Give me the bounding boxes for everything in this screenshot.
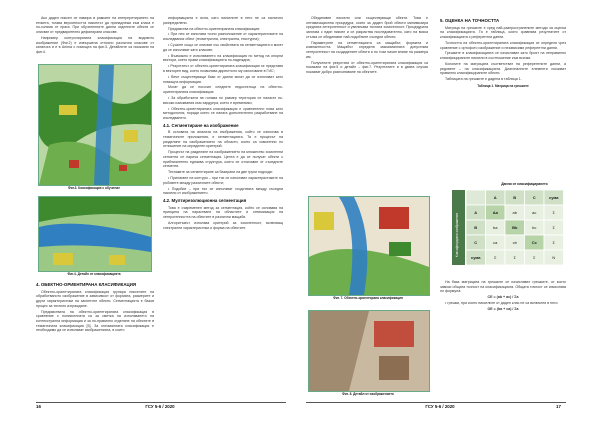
figure-image-detail bbox=[308, 310, 430, 392]
paragraph: Грешките в класификацията се изчисляват като броят на неправилно класифицираните пиксели в съотношение към всички. bbox=[440, 51, 566, 61]
table-cell-value: ab bbox=[512, 210, 517, 215]
detail-map-image bbox=[39, 197, 151, 271]
table-cell-value: ac bbox=[532, 210, 537, 215]
right-column-2-bottom bbox=[440, 280, 566, 313]
list-item: • Прилагане на контури – при тях се използват характеристиките на ръбовете между различните обекти; bbox=[163, 176, 283, 185]
figure-supervised-classification bbox=[38, 64, 152, 186]
paragraph: Могат да се посочат следните недостатъци на обектно-ориентираната класификация: bbox=[163, 85, 283, 95]
section-heading: 4. ОБЕКТНО-ОРИЕНТИРАНА КЛАСИФИКАЦИЯ bbox=[36, 282, 137, 287]
section-heading: 4.1. Сегментиране на изображение bbox=[163, 122, 239, 128]
paragraph: Матрица на грешките е сред най-разпространените методи за оценка на класификацията. Тя е таблица, която сравнява резултатите от класификацията с референтни данни. bbox=[440, 25, 566, 39]
table-cell-value: сума bbox=[470, 255, 481, 260]
figure-classification-detail bbox=[38, 196, 152, 272]
paragraph: Колоните на матрицата съответстват на референтните данни, а редовете – на класификацията. Диагоналните елементи показват правилно класифицираните обекти. bbox=[440, 61, 566, 76]
object-classification-image bbox=[309, 197, 429, 295]
table-cell-value: bc bbox=[532, 225, 537, 230]
right-column-2 bbox=[440, 16, 566, 88]
error-matrix-table bbox=[452, 178, 564, 270]
table-header-label: B bbox=[513, 195, 517, 200]
table-header-cell bbox=[466, 190, 486, 205]
figure-caption: Фиг. 7. Обектно-ориентирана класификация bbox=[333, 296, 403, 300]
table-cell-value: Σ bbox=[533, 255, 536, 260]
list-item: • За обработката на голяма по размер територия се налагат по-високи изисквания към хардуера, което е времеемко; bbox=[163, 96, 283, 105]
paragraph: Процесът на разделяне на изображението на множество хомогенни сегменти се нарича сегментация. Целта е да се получат обекти с приблизително еднаква структура, които се отличават от съседните сегменти. bbox=[163, 150, 283, 169]
table-header-label: C bbox=[532, 195, 536, 200]
page-number: 16 bbox=[36, 404, 41, 409]
paragraph: Таблицата на грешките е дадена в таблица 1. bbox=[445, 77, 522, 82]
paragraph: Това е съвременен метод за сегментация, който се основава на принципа на нарастване на областите и оптимизация на хетерогенността на обектите в различни мащаби. bbox=[163, 205, 283, 220]
right-column-1-top bbox=[306, 16, 428, 76]
figure-object-classification bbox=[308, 196, 430, 296]
paragraph: Обединяват пиксели или съществуващи обекти. Това е оптимизационна процедура, която за даден брой обекти минимизира средната хетерогенност и увеличава тяхната хомогенност. Процедурата започва с един пиксел и се разраства последователно, като на всяка стъпка се обединяват най-подобните съседни обекти. bbox=[306, 16, 428, 39]
page-number: 17 bbox=[556, 404, 561, 409]
paragraph: Точността на обектно-ориентираната класификация се определя чрез сравнение с ортофото изображение и независими референтни данни. bbox=[440, 40, 566, 50]
left-column-1-top bbox=[36, 16, 154, 56]
paragraph: Алгоритъмът използва критерий за хомогенност, включващ спектрални характеристики и форма на обектите. bbox=[163, 220, 283, 230]
list-item: • Обектно-ориентираната класификация е сравнително нова като методология, поради което се налага допълнително разработване на изследването. bbox=[163, 106, 283, 121]
paragraph: Техниките за сегментиране са базирани на две групи подходи: bbox=[168, 170, 273, 175]
formula: CE = (ab + ac) / Σa bbox=[487, 295, 519, 300]
list-item: • При нея се използва точно разположение от характеристиките на изследвания обект (геометрична, спектрална, текстурна); bbox=[163, 32, 283, 42]
list-item: • Вече съществуващи бази от данни могат да се използват като помощна информация. bbox=[163, 74, 283, 84]
table-cell-value: B bbox=[474, 225, 478, 230]
table-cell-value: Aa bbox=[492, 210, 498, 215]
table-cell-value: ba bbox=[493, 225, 498, 230]
table-cell-value: Σ bbox=[552, 210, 555, 215]
paragraph: Обектно-ориентираната класификация групира пикселите на обработваното изображение в зависимост от формата, размерите и други характеристики на заснетите обекти. Сегментацията е базов процес за тяхното изграждане. bbox=[36, 289, 154, 308]
table-cell-value: cb bbox=[512, 240, 517, 245]
footer-rule bbox=[306, 402, 566, 403]
error-matrix-graphic bbox=[452, 178, 564, 270]
table-caption: Таблица 1. Матрица на грешките bbox=[477, 83, 529, 88]
list-item: • Подобие – при тях се използват сходствата между съседни пиксели от изображението. bbox=[163, 186, 283, 196]
table-top-header: Данни от класифицирането bbox=[501, 182, 548, 186]
table-cell-value: C bbox=[474, 240, 478, 245]
list-item: • Резултатът от обектно-ориентираната класификация се представя в векторен вид, което позволява директното му използване в ГИС; bbox=[163, 64, 283, 73]
table-cell-value: ca bbox=[493, 240, 498, 245]
journal-footer: ГСУ 5-6 / 2020 bbox=[425, 404, 455, 409]
image-detail bbox=[309, 311, 429, 391]
paragraph: Получените резултати от обектно-ориентираната класификация са показани на фиг.5 и детайл – фиг.7. Резултатите и в двата случая показват добро разпознаване на обектите. bbox=[306, 60, 428, 75]
table-header-label: сума bbox=[548, 195, 559, 200]
figure-caption: Фиг.4. Детайл от класификацията bbox=[67, 272, 121, 276]
paragraph: Предимства на обектно-ориентираната класификация: bbox=[168, 26, 261, 31]
left-column-1-bottom bbox=[36, 280, 154, 334]
table-cell-value: N bbox=[552, 255, 556, 260]
paragraph: Ако даден пиксел се намира в рамките на интерпретирането на етикета, тогава вероятността пикселът да принадлежи към класа е по-голяма от прага. При обучителните данни отделните обекти се описват от предварително дефинирани класове. bbox=[36, 16, 154, 35]
table-cell-value: Σ bbox=[494, 255, 497, 260]
paragraph: Например контролираната класификация на видовото изображение (Фиг.2) е извършена относно различни класове от каталога и е в Anima с помощта на фиг.3. Детайлите са показани на фиг.4. bbox=[36, 36, 154, 55]
table-cell-value: Σ bbox=[552, 225, 555, 230]
classification-map-image bbox=[39, 65, 151, 185]
left-column-2 bbox=[163, 16, 283, 232]
figure-caption: Фиг. 8. Детайл от изображението bbox=[342, 392, 394, 396]
paragraph: информацията е ясна, като пикселите в него не са хаотично разпределени. bbox=[163, 16, 283, 25]
paragraph: В основата на анализа на изображения, който се използва в тематичните приложения, е сегментацията. Тя е процесът на разделяне на изображението на области, които са хомогенни по отношение на определен критерий. bbox=[163, 130, 283, 149]
paragraph: Параметрите на сегментацията са мащабът, формата и компактността. Мащабът определя максималната допустима хетерогенност на създадените обекти и по този начин влияе на размера им. bbox=[306, 40, 428, 59]
formula: OE = (ba + ca) / Σa bbox=[487, 307, 519, 312]
journal-footer: ГСУ 5-6 / 2020 bbox=[145, 404, 175, 409]
footer-rule bbox=[36, 402, 286, 403]
list-item: • грешки, при които пикселите от даден клас не са включени в него: bbox=[445, 301, 559, 306]
table-cell-value: Σ bbox=[513, 255, 516, 260]
table-side-header: Класифицирани изображение bbox=[455, 212, 459, 258]
table-cell-value: Σ bbox=[552, 240, 555, 245]
section-heading: 4.2. Мултирезолюционна сегментация bbox=[163, 198, 247, 204]
table-header-label: A bbox=[493, 195, 497, 200]
list-item: • Възможно е използването на класификация по метод на опорни вектори, което прави класификацията по-надеждна; bbox=[163, 53, 283, 63]
paragraph: Предимствата на обектно-ориентираната класификация в сравнение с попикселната са за сметка на използването на контекстуална информация и за по-правилно отделяне на обектите в тематичната класификация [5]. За оптималната класификация е необходимо да се използват изображенията, в които bbox=[36, 309, 154, 333]
list-item: • Сушите също се описват със свойствата на сегментацията и могат да се използват като класове; bbox=[163, 43, 283, 52]
paragraph: На база матрицата на грешките се изчисляват грешките, от които зависи общата точност на класификацията. Общата точност се изчислява по формула: bbox=[440, 280, 566, 294]
figure-caption: Фиг.3. Класификация с обучение bbox=[68, 186, 120, 190]
table-cell-value: A bbox=[474, 210, 478, 215]
table-cell-value: Bb bbox=[512, 225, 518, 230]
table-cell-value: Cc bbox=[531, 240, 537, 245]
section-heading: 5. ОЦЕНКА НА ТОЧНОСТТА bbox=[440, 18, 500, 23]
